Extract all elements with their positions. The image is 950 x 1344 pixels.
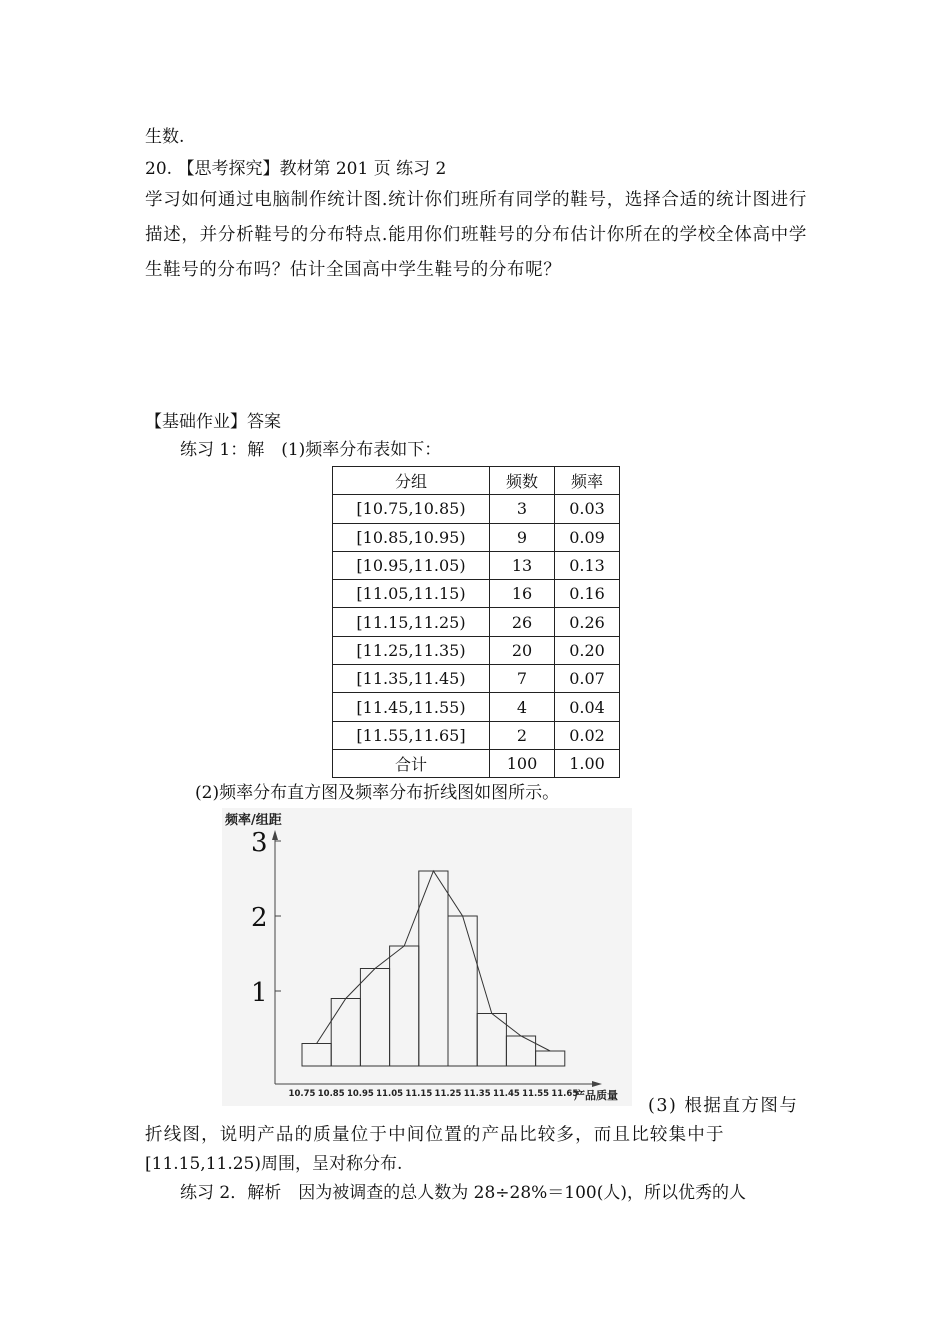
table-cell: 16 — [490, 580, 555, 608]
table-cell: [10.75,10.85) — [333, 495, 490, 523]
histogram-bar — [419, 871, 448, 1066]
x-axis-arrow-icon — [592, 1081, 602, 1087]
table-cell: 0.02 — [555, 721, 620, 749]
table-cell: [11.35,11.45) — [333, 665, 490, 693]
table-cell: 0.07 — [555, 665, 620, 693]
frequency-polygon-line — [317, 871, 551, 1051]
table-cell: 4 — [490, 693, 555, 721]
y-axis-arrow-icon — [272, 830, 278, 840]
histogram-bar — [331, 999, 360, 1067]
question-20-body: 学习如何通过电脑制作统计图.统计你们班所有同学的鞋号，选择合适的统计图进行描述，并分析鞋号的分布特点.能用你们班鞋号的分布估计你所在的学校全体高中学生鞋号的分布吗？估计全国高中学生鞋号的分布呢？ — [145, 190, 807, 280]
table-row — [333, 495, 620, 523]
x-tick-label: 11.15 — [405, 1089, 433, 1099]
table-row — [333, 636, 620, 664]
x-tick-label: 10.95 — [346, 1089, 374, 1099]
part-3-line-3: [11.15,11.25)周围，呈对称分布. — [145, 1154, 403, 1174]
x-tick-label: 11.65 — [551, 1089, 579, 1099]
question-20-title: 20. 【思考探究】教材第 201 页 练习 2 — [145, 159, 447, 179]
table-header-row — [333, 467, 620, 495]
table-cell: [11.25,11.35) — [333, 636, 490, 664]
y-axis-label: 频率/组距 — [225, 813, 282, 828]
table-cell: [11.55,11.65] — [333, 721, 490, 749]
table-row — [333, 693, 620, 721]
table-cell: 0.04 — [555, 693, 620, 721]
histogram-svg — [222, 808, 632, 1106]
histogram-bar — [302, 1044, 331, 1067]
table-cell: 0.03 — [555, 495, 620, 523]
histogram-bar — [536, 1051, 565, 1066]
table-cell: 3 — [490, 495, 555, 523]
part-3-start: (3) 根据直方图与 — [648, 1096, 799, 1116]
y-tick-label: 3 — [251, 828, 268, 858]
table-cell: [11.15,11.25) — [333, 608, 490, 636]
table-header-cell: 频数 — [490, 467, 555, 495]
table-cell: [11.05,11.15) — [333, 580, 490, 608]
table-row — [333, 608, 620, 636]
exercise-2-text: 练习 2．解析 因为被调查的总人数为 28÷28%＝100(人)，所以优秀的人 — [180, 1183, 746, 1203]
table-cell: 合计 — [333, 749, 490, 777]
table-cell: [10.85,10.95) — [333, 523, 490, 551]
x-tick-label: 11.05 — [376, 1089, 404, 1099]
table-cell: 0.09 — [555, 523, 620, 551]
x-tick-label: 11.55 — [522, 1089, 550, 1099]
table-cell: 13 — [490, 551, 555, 579]
part-2-caption: (2)频率分布直方图及频率分布折线图如图所示。 — [195, 783, 560, 803]
table-header-cell: 分组 — [333, 467, 490, 495]
exercise-1-intro: 练习 1：解 (1)频率分布表如下： — [180, 440, 442, 460]
text-line-1: 生数. — [145, 127, 185, 147]
frequency-table — [332, 466, 620, 778]
table-cell: [11.45,11.55) — [333, 693, 490, 721]
x-tick-label: 10.75 — [288, 1089, 316, 1099]
part-3-line-2: 折线图，说明产品的质量位于中间位置的产品比较多，而且比较集中于 — [145, 1125, 725, 1145]
table-cell: 0.13 — [555, 551, 620, 579]
table-row — [333, 523, 620, 551]
table-total-row — [333, 749, 620, 777]
table-cell: [10.95,11.05) — [333, 551, 490, 579]
table-cell: 26 — [490, 608, 555, 636]
table-row — [333, 665, 620, 693]
table-row — [333, 580, 620, 608]
answers-heading: 【基础作业】答案 — [145, 412, 281, 432]
x-tick-label: 10.85 — [317, 1089, 345, 1099]
y-tick-label: 2 — [251, 903, 268, 933]
table-cell: 2 — [490, 721, 555, 749]
x-tick-label: 11.25 — [434, 1089, 462, 1099]
histogram-bar — [360, 969, 389, 1067]
histogram-bar — [448, 916, 477, 1066]
y-tick-label: 1 — [251, 978, 268, 1008]
histogram-bar — [506, 1036, 535, 1066]
x-axis-label: 产品质量 — [574, 1089, 618, 1102]
x-tick-label: 11.35 — [463, 1089, 491, 1099]
table-cell: 20 — [490, 636, 555, 664]
table-cell: 9 — [490, 523, 555, 551]
histogram-chart — [222, 808, 632, 1106]
table-cell: 0.20 — [555, 636, 620, 664]
table-cell: 100 — [490, 749, 555, 777]
table-row — [333, 551, 620, 579]
table-cell: 0.16 — [555, 580, 620, 608]
table-cell: 7 — [490, 665, 555, 693]
table-cell: 1.00 — [555, 749, 620, 777]
histogram-bar — [390, 946, 419, 1066]
table-row — [333, 721, 620, 749]
x-tick-label: 11.45 — [492, 1089, 520, 1099]
table-header-cell: 频率 — [555, 467, 620, 495]
table-cell: 0.26 — [555, 608, 620, 636]
